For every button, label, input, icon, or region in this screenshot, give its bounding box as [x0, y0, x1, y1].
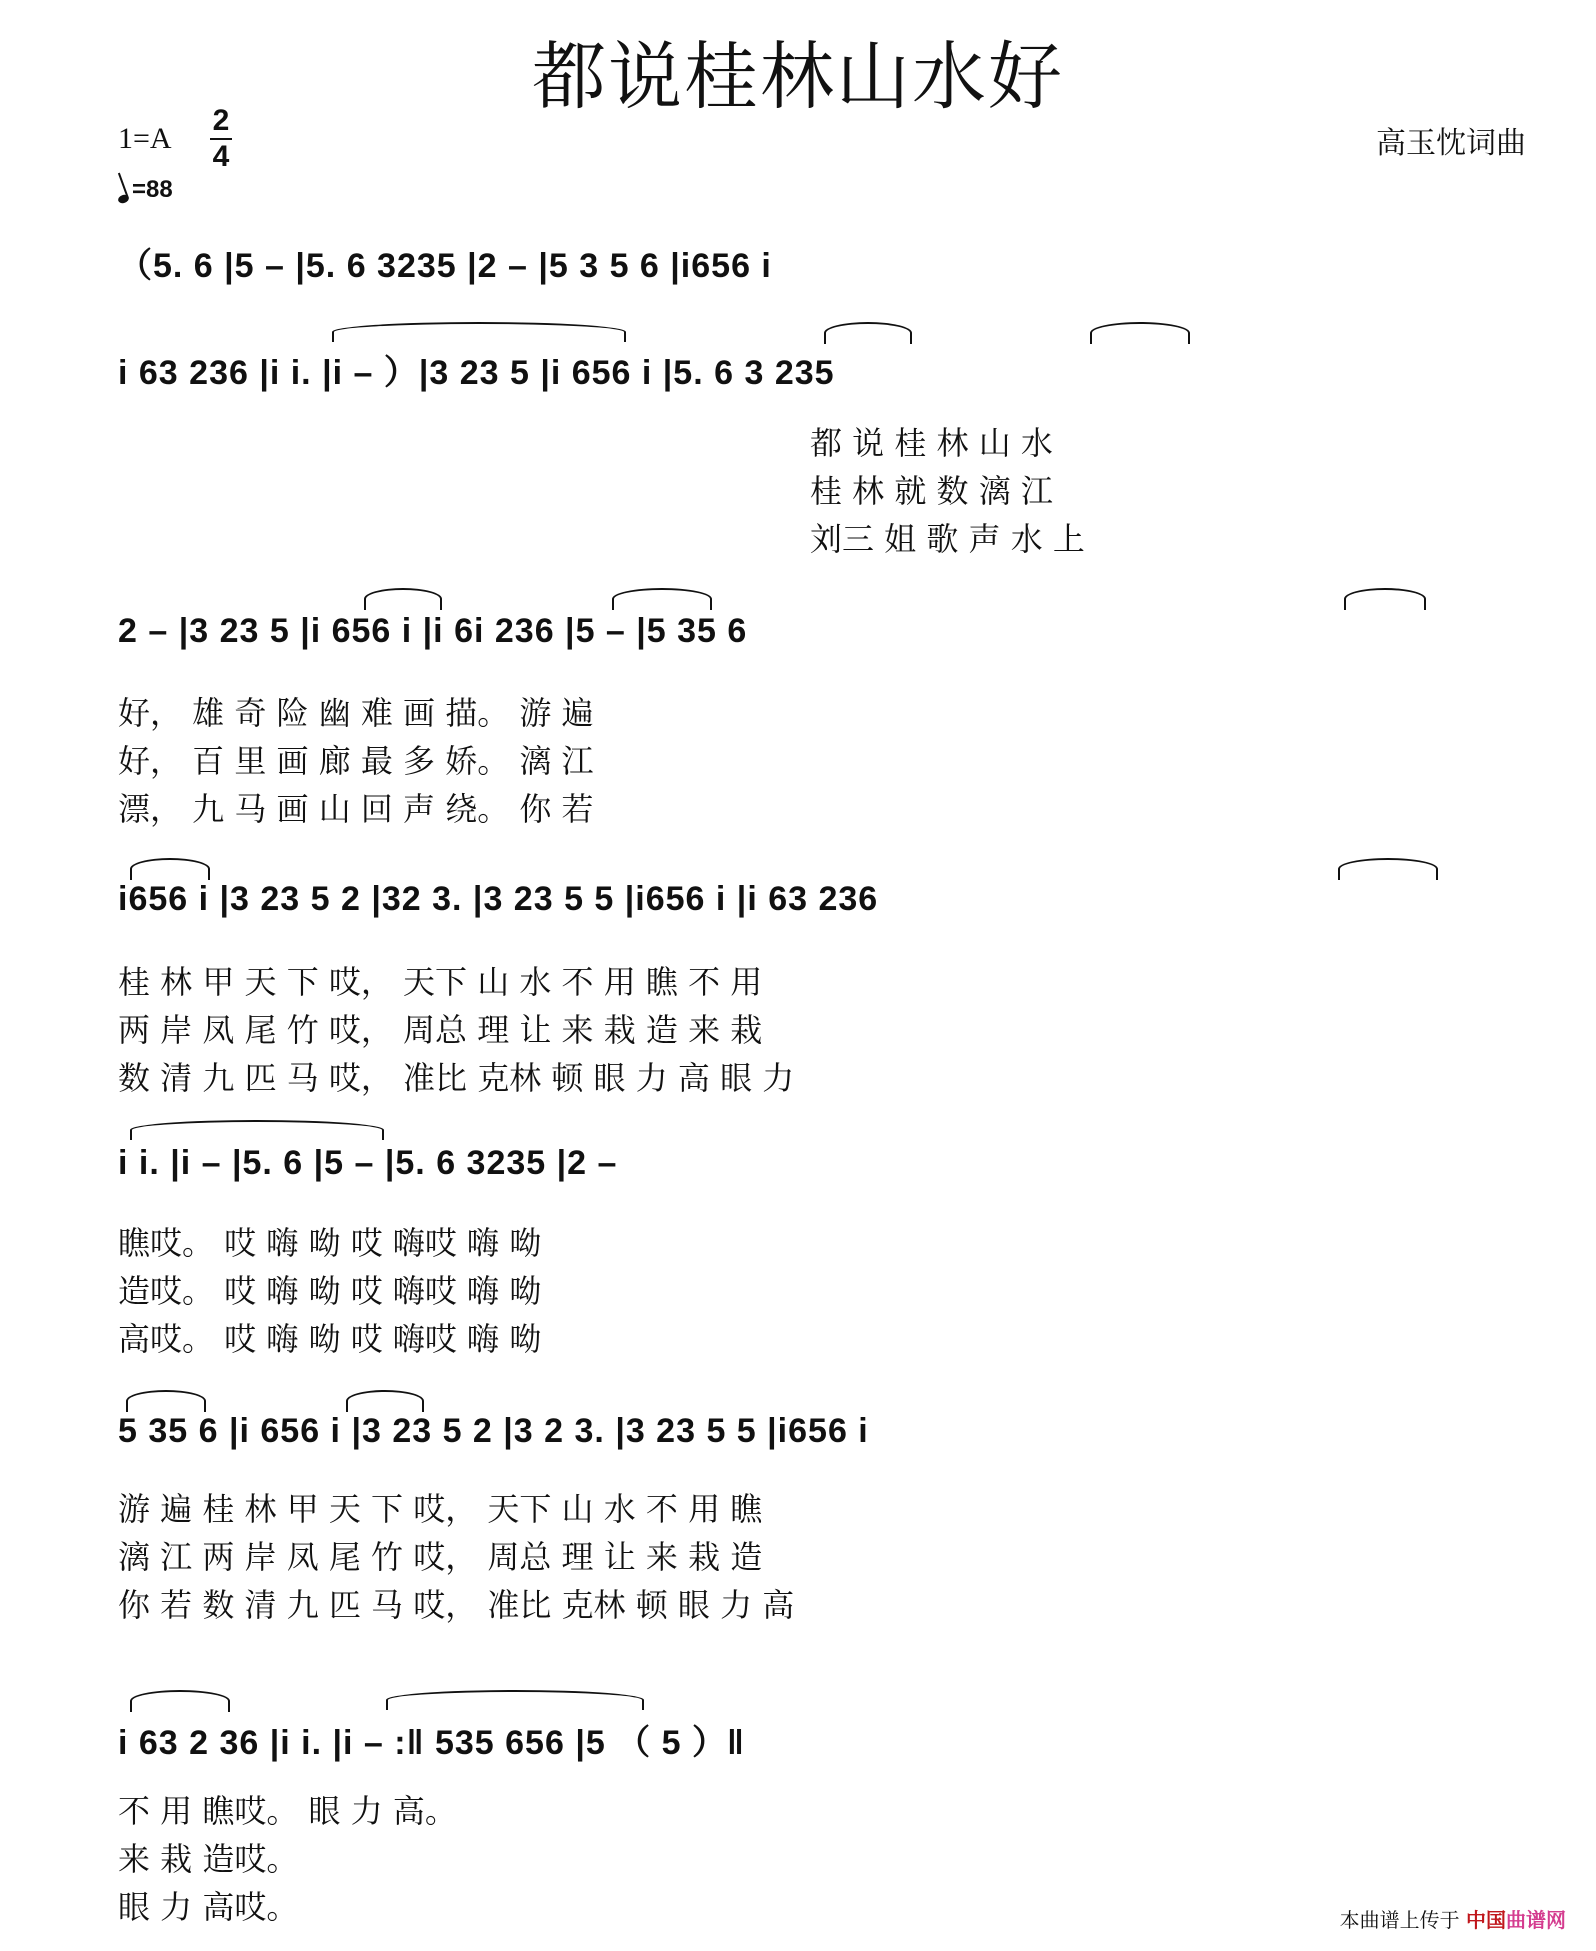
system-5-lyric-verse-3: 高哎。 哎 嗨 呦 哎 嗨哎 嗨 呦 — [118, 1320, 542, 1358]
system-5-notes: i i. |i – |5. 6 |5 – |5. 6 3235 |2 – — [118, 1144, 618, 1182]
footer-prefix: 本曲谱上传于 — [1339, 1908, 1460, 1932]
slur-mark — [1090, 322, 1190, 344]
key-signature: 1=A — [118, 122, 172, 155]
system-7-lyric-verse-1: 不 用 瞧哎。 眼 力 高。 — [118, 1792, 457, 1830]
footer-credit — [1340, 1904, 1566, 1933]
system-3-lyric-verse-2: 好， 百 里 画 廊 最 多 娇。 漓 江 — [118, 742, 594, 780]
system-2-notes: i 63 236 |i i. |i – ）|3 23 5 |i 656 i |5. 6 3 235 — [118, 354, 835, 392]
system-6-notes: 5 35 6 |i 656 i |3 23 5 2 |3 2 3. |3 23 5 5 |i656 i — [118, 1412, 869, 1450]
system-7-notes: i 63 2 36 |i i. |i – :‖ 535 656 |5 （ 5 ）‖ — [118, 1724, 745, 1762]
system-2-lyric-verse-3: 刘三 姐 歌 声 水 上 — [810, 520, 1085, 558]
slur-mark — [126, 1390, 206, 1412]
system-5-lyric-verse-1: 瞧哎。 哎 嗨 呦 哎 嗨哎 嗨 呦 — [118, 1224, 542, 1262]
slur-mark — [130, 1690, 230, 1712]
system-6-lyric-verse-3: 你 若 数 清 九 匹 马 哎， 准比 克林 顿 眼 力 高 — [118, 1586, 795, 1624]
slur-mark — [1344, 588, 1426, 610]
system-4-lyric-verse-3: 数 清 九 匹 马 哎， 准比 克林 顿 眼 力 高 眼 力 — [118, 1059, 795, 1097]
system-4-lyric-verse-2: 两 岸 凤 尾 竹 哎， 周总 理 让 来 栽 造 来 栽 — [118, 1011, 763, 1049]
site-logo[interactable]: 中国 — [1466, 1908, 1506, 1932]
time-signature-numerator: 2 — [212, 104, 230, 137]
system-4-notes: i656 i |3 23 5 2 |32 3. |3 23 5 5 |i656 i |i 63 236 — [118, 880, 879, 918]
system-2-lyric-verse-2: 桂 林 就 数 漓 江 — [810, 472, 1053, 510]
tie-mark — [386, 1690, 644, 1710]
system-7-lyric-verse-3: 眼 力 高哎。 — [118, 1888, 299, 1926]
system-4-lyric-verse-1: 桂 林 甲 天 下 哎， 天下 山 水 不 用 瞧 不 用 — [118, 963, 763, 1001]
slur-mark — [1338, 858, 1438, 880]
slur-mark — [364, 588, 442, 610]
slur-mark — [346, 1390, 424, 1412]
quarter-note-icon — [117, 193, 130, 204]
system-5-lyric-verse-2: 造哎。 哎 嗨 呦 哎 嗨哎 嗨 呦 — [118, 1272, 542, 1310]
time-signature-denominator: 4 — [212, 140, 230, 173]
system-1-notes: （5. 6 |5 – |5. 6 3235 |2 – |5 3 5 6 |i656 i — [118, 247, 772, 285]
slur-mark — [130, 858, 210, 880]
page-title: 都说桂林山水好 — [532, 34, 1064, 120]
tie-mark — [130, 1120, 384, 1140]
slur-mark — [824, 322, 912, 344]
system-6-lyric-verse-1: 游 遍 桂 林 甲 天 下 哎， 天下 山 水 不 用 瞧 — [118, 1490, 763, 1528]
system-3-lyric-verse-1: 好， 雄 奇 险 幽 难 画 描。 游 遍 — [118, 694, 594, 732]
time-signature — [210, 106, 232, 172]
site-logo-accent[interactable]: 曲谱网 — [1506, 1908, 1566, 1932]
composer-credit: 高玉忱词曲 — [1376, 126, 1526, 161]
system-3-notes: 2 – |3 23 5 |i 656 i |i 6i 236 |5 – |5 35 6 — [118, 612, 748, 650]
tempo-value: =88 — [132, 176, 173, 203]
system-2-lyric-verse-1: 都 说 桂 林 山 水 — [810, 424, 1053, 462]
system-6-lyric-verse-2: 漓 江 两 岸 凤 尾 竹 哎， 周总 理 让 来 栽 造 — [118, 1538, 763, 1576]
slur-mark — [612, 588, 712, 610]
system-7-lyric-verse-2: 来 栽 造哎。 — [118, 1840, 299, 1878]
tempo-marking — [118, 176, 173, 204]
system-3-lyric-verse-3: 漂， 九 马 画 山 回 声 绕。 你 若 — [118, 790, 594, 828]
tie-mark — [332, 322, 626, 342]
